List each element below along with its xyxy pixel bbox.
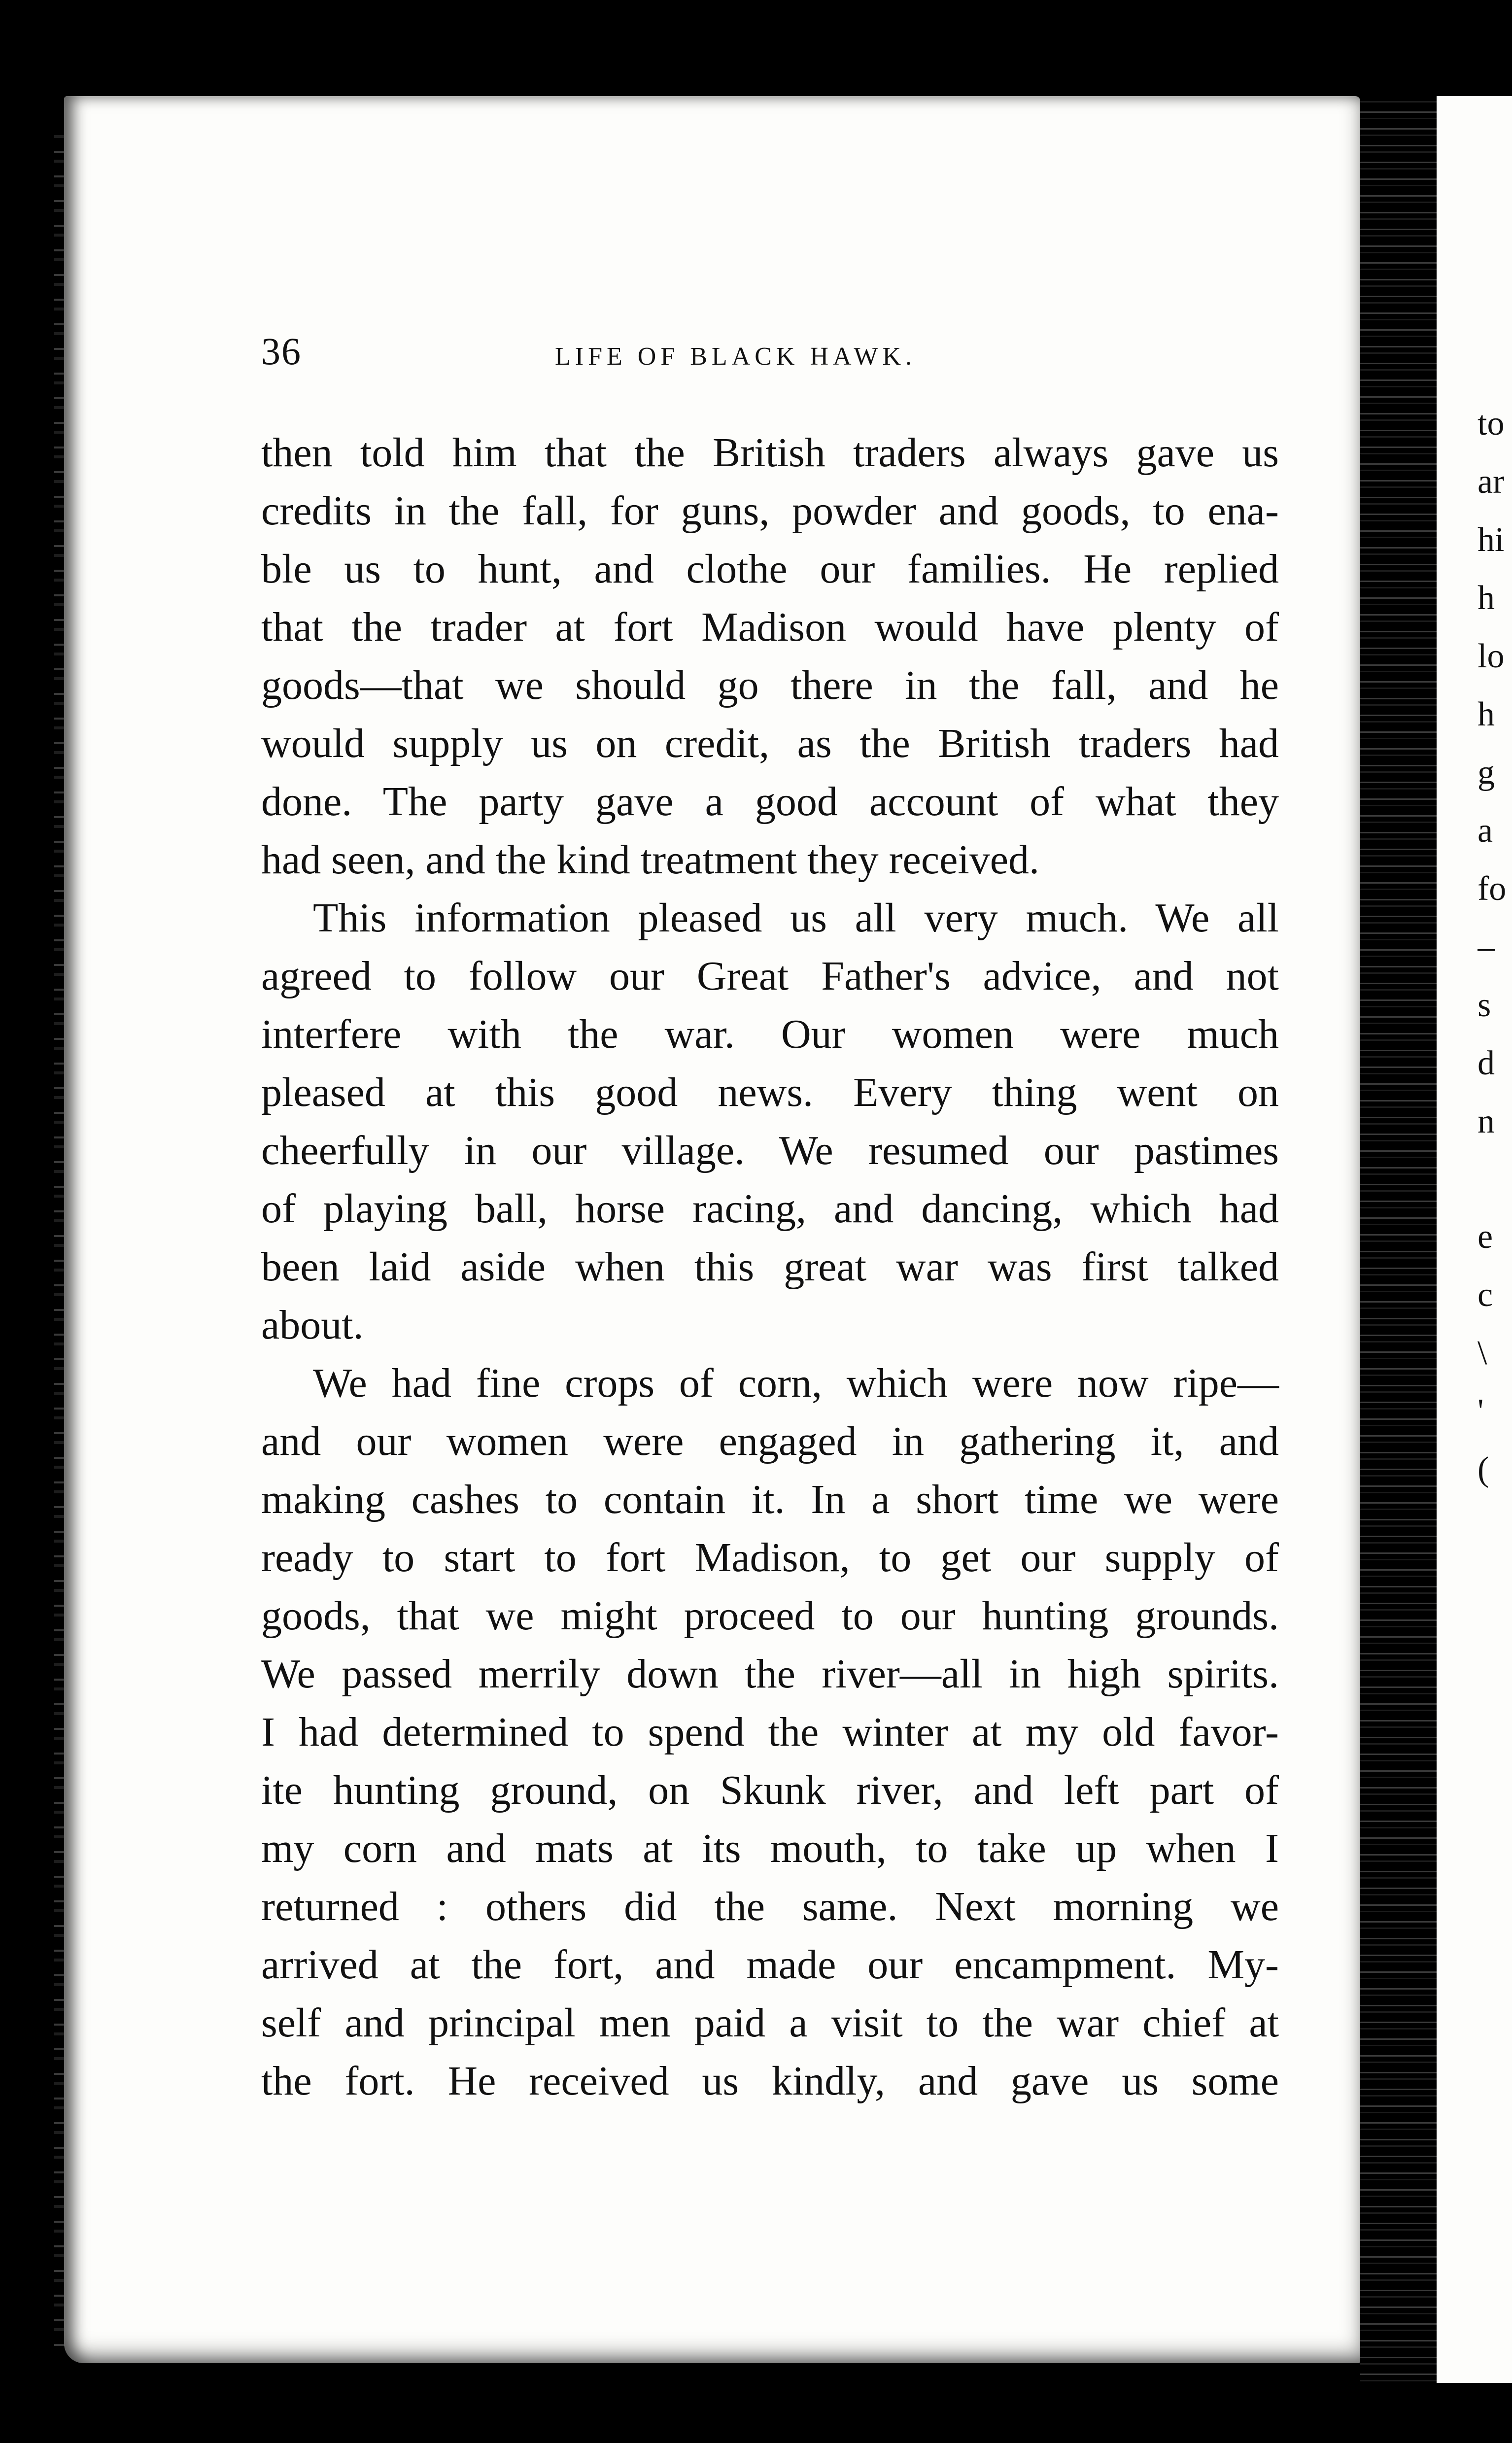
page-header (261, 329, 1276, 378)
text-line: the fort. He received us kindly, and gave us some (261, 2058, 1279, 2104)
text-line: and our women were engaged in gathering it, and (261, 1418, 1279, 1464)
text-line: goods—that we should go there in the fall, and he (261, 662, 1279, 708)
running-head: LIFE OF BLACK HAWK. (555, 343, 917, 371)
next-page-fragment: lo (1478, 637, 1505, 675)
next-page-fragment: hi (1478, 521, 1505, 559)
next-page-fragment: d (1478, 1044, 1495, 1082)
next-page-fragment: h (1478, 579, 1495, 617)
next-page-fragment: fo (1478, 870, 1507, 908)
text-line: returned : others did the same. Next morning we (261, 1884, 1279, 1929)
next-page-fragment: \ (1478, 1334, 1487, 1372)
next-page-fragment: to (1478, 405, 1505, 443)
next-page-fragment: ( (1478, 1450, 1489, 1488)
text-line: interfere with the war. Our women were much (261, 1011, 1279, 1057)
text-line: had seen, and the kind treatment they received. (261, 837, 1040, 883)
text-line: agreed to follow our Great Father's advice, and not (261, 953, 1279, 999)
text-line: ready to start to fort Madison, to get our supply of (261, 1535, 1279, 1581)
next-page-fragment: n (1478, 1102, 1495, 1140)
text-line: done. The party gave a good account of what they (261, 779, 1279, 825)
text-line: goods, that we might proceed to our hunting grounds. (261, 1593, 1279, 1639)
next-page-fragment: a (1478, 812, 1493, 850)
text-line: This information pleased us all very much. We all (313, 895, 1279, 941)
text-line: We passed merrily down the river—all in high spirits. (261, 1651, 1279, 1697)
page-number: 36 (261, 330, 302, 373)
text-line: of playing ball, horse racing, and dancing, which had (261, 1186, 1279, 1232)
text-line: We had fine crops of corn, which were now ripe— (313, 1360, 1279, 1406)
text-line: I had determined to spend the winter at my old favor- (261, 1709, 1279, 1755)
next-page-fragment: s (1478, 986, 1491, 1024)
next-page-fragment: c (1478, 1276, 1493, 1314)
book-gutter (1360, 96, 1437, 2383)
text-line: been laid aside when this great war was first talked (261, 1244, 1279, 1290)
text-line: ite hunting ground, on Skunk river, and left part of (261, 1767, 1279, 1813)
text-line: about. (261, 1302, 364, 1348)
text-line: credits in the fall, for guns, powder and goods, to ena- (261, 488, 1279, 534)
text-line: cheerfully in our village. We resumed our pastimes (261, 1128, 1279, 1173)
text-line: ble us to hunt, and clothe our families. He replied (261, 546, 1279, 592)
text-line: my corn and mats at its mouth, to take up when I (261, 1825, 1279, 1871)
next-page-fragment: e (1478, 1218, 1493, 1256)
next-page-fragment: ' (1478, 1392, 1484, 1430)
next-page-fragment: g (1478, 754, 1495, 791)
text-line: making cashes to contain it. In a short time we were (261, 1477, 1279, 1522)
text-line: pleased at this good news. Every thing went on (261, 1069, 1279, 1115)
next-page-fragment: ar (1478, 463, 1505, 501)
body-text (261, 424, 1279, 2110)
text-line: would supply us on credit, as the British traders had (261, 721, 1279, 766)
text-line: then told him that the British traders always gave us (261, 430, 1279, 476)
text-line: self and principal men paid a visit to the war chief at (261, 2000, 1279, 2046)
next-page-fragment: h (1478, 695, 1495, 733)
next-page-fragment: – (1478, 928, 1495, 966)
text-line: arrived at the fort, and made our encampment. My- (261, 1942, 1279, 1988)
text-line: that the trader at fort Madison would have plenty of (261, 604, 1279, 650)
